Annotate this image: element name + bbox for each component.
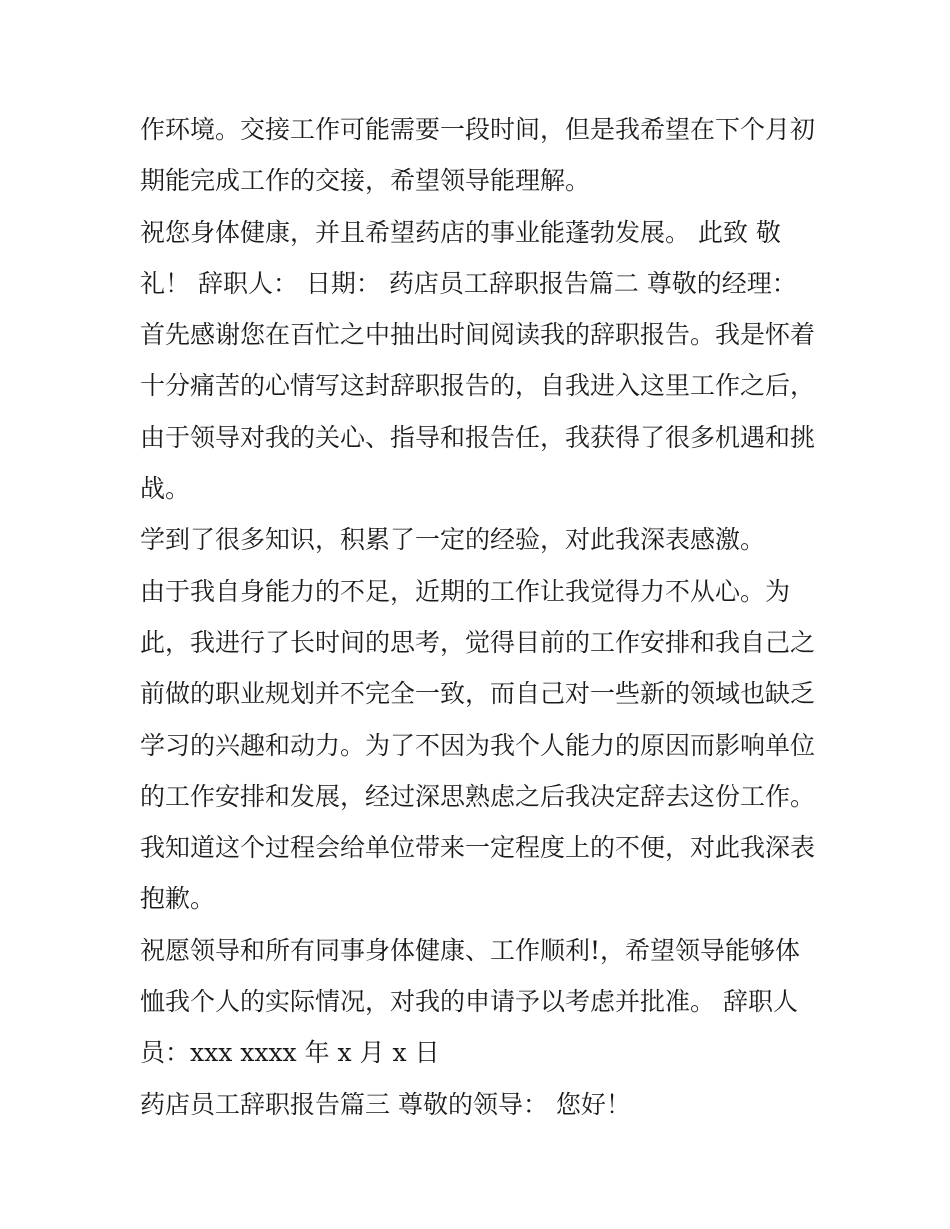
text-line: 我知道这个过程会给单位带来一定程度上的不便，对此我深表 bbox=[140, 833, 816, 863]
text-line: 期能完成工作的交接，希望领导能理解。 bbox=[140, 166, 591, 196]
text-line: 抱歉。 bbox=[140, 884, 216, 914]
text-line: 首先感谢您在百忙之中抽出时间阅读我的辞职报告。我是怀着 bbox=[140, 320, 816, 350]
text-line: 由于领导对我的关心、指导和报告任，我获得了很多机遇和挑 bbox=[140, 422, 816, 452]
text-line: 的工作安排和发展，经过深思熟虑之后我决定辞去这份工作。 bbox=[140, 781, 816, 811]
text-line: 此，我进行了长时间的思考，觉得目前的工作安排和我自己之 bbox=[140, 627, 816, 657]
text-line: 学到了很多知识，积累了一定的经验，对此我深表感激。 bbox=[140, 525, 766, 555]
body-text bbox=[140, 104, 830, 1130]
text-line: 学习的兴趣和动力。为了不因为我个人能力的原因而影响单位 bbox=[140, 730, 816, 760]
text-line: 战。 bbox=[140, 474, 191, 504]
text-line: 十分痛苦的心情写这封辞职报告的，自我进入这里工作之后， bbox=[140, 371, 816, 401]
text-line: 祝愿领导和所有同事身体健康、工作顺利!，希望领导能够体 bbox=[140, 935, 801, 965]
text-line: 祝您身体健康，并且希望药店的事业能蓬勃发展。 此致 敬 bbox=[140, 217, 781, 247]
text-line: 恤我个人的实际情况，对我的申请予以考虑并批准。 辞职人 bbox=[140, 987, 798, 1017]
text-line: 礼！ 辞职人： 日期： 药店员工辞职报告篇二 尊敬的经理： bbox=[140, 268, 797, 298]
text-line: 由于我自身能力的不足，近期的工作让我觉得力不从心。为 bbox=[140, 576, 791, 606]
text-line: 员：xxx xxxx 年 x 月 x 日 bbox=[140, 1038, 440, 1068]
text-line: 作环境。交接工作可能需要一段时间，但是我希望在下个月初 bbox=[140, 115, 816, 144]
text-line: 前做的职业规划并不完全一致，而自己对一些新的领域也缺乏 bbox=[140, 679, 816, 709]
text-line: 药店员工辞职报告篇三 尊敬的领导： 您好！ bbox=[140, 1089, 631, 1119]
